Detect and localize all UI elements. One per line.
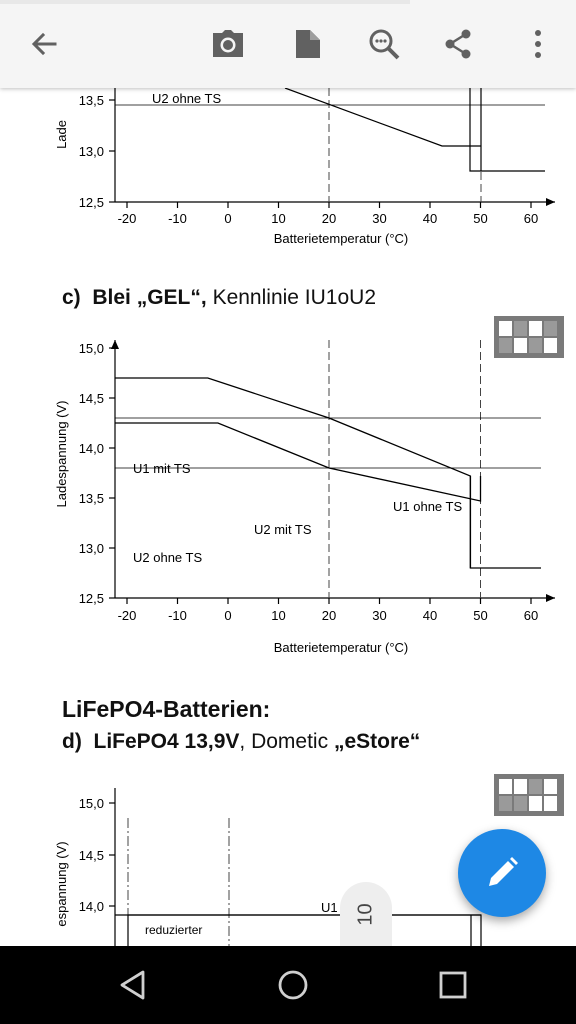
lifepo4-title: LiFePO4-Batterien: [62, 696, 271, 722]
x-tick-label: 20 [321, 608, 337, 623]
zoom-button[interactable] [360, 20, 408, 68]
more-options-button[interactable] [514, 20, 562, 68]
share-button[interactable] [434, 20, 482, 68]
x-tick-label: 50 [473, 211, 488, 226]
section-c-heading [62, 286, 376, 310]
graph-c-ylabel: Ladespannung (V) [54, 400, 69, 508]
section-d-subtitle: , Dometic [239, 730, 334, 753]
u2-ohne-label: U2 ohne TS [152, 91, 222, 106]
nav-recents-button[interactable] [431, 963, 475, 1007]
y-tick-label: 13,0 [78, 541, 104, 556]
section-d-heading [62, 730, 420, 754]
share-icon [442, 28, 474, 60]
y-tick-label: 14,5 [78, 391, 104, 406]
document-button[interactable] [284, 20, 332, 68]
nav-home-button[interactable] [271, 963, 315, 1007]
top-graph-ylabel: Lade [54, 120, 69, 149]
y-tick-label: 14,5 [78, 848, 104, 863]
x-tick-label: -10 [168, 211, 187, 226]
section-d-title: LiFePO4 13,9V [93, 730, 240, 753]
section-c-subtitle: Kennlinie IU1oU2 [212, 286, 376, 309]
graph-d-u1-label: U1 [321, 900, 338, 915]
graph-c [0, 340, 576, 670]
graph-c-xlabel: Batterietemperatur (°C) [273, 640, 409, 655]
graph-d-ylabel: espannung (V) [54, 841, 69, 927]
x-tick-label: -10 [168, 608, 187, 623]
y-tick-label: 15,0 [78, 341, 104, 356]
x-tick-label: 20 [321, 211, 337, 226]
recents-square-icon [438, 970, 468, 1000]
y-tick-label: 14,0 [78, 441, 104, 456]
document-icon [294, 28, 322, 60]
system-nav-bar [0, 946, 576, 1024]
label-u2-mit-ts: U2 mit TS [254, 522, 312, 537]
x-tick-label: 40 [422, 608, 438, 623]
x-tick-label: 0 [224, 608, 232, 623]
page-number: 10 [354, 902, 377, 926]
y-tick-label: 14,0 [78, 899, 104, 914]
x-tick-label: 60 [523, 211, 539, 226]
x-tick-label: 50 [473, 608, 488, 623]
edit-fab-button[interactable] [458, 829, 546, 917]
label-u2-ohne-ts: U2 ohne TS [133, 550, 203, 565]
y-tick-label: 13,0 [78, 144, 104, 159]
y-tick-label: 12,5 [78, 591, 104, 606]
y-tick-label: 13,5 [78, 491, 104, 506]
y-tick-label: 12,5 [78, 195, 104, 210]
section-d-prefix: d) [62, 730, 82, 753]
x-axis-arrow [546, 198, 555, 206]
nav-back-button[interactable] [111, 963, 155, 1007]
camera-button[interactable] [204, 20, 252, 68]
section-c-prefix: c) [62, 286, 81, 309]
zoom-icon [367, 27, 401, 61]
label-u1-mit-ts: U1 mit TS [133, 461, 191, 476]
app-bar [0, 0, 576, 88]
arrow-back-icon [28, 28, 60, 60]
graph-d-reduced-label: reduzierter [145, 923, 203, 937]
top-graph-xlabel: Batterietemperatur (°C) [273, 231, 409, 246]
x-tick-label: -20 [117, 608, 137, 623]
status-strip [0, 0, 410, 4]
back-triangle-icon [117, 969, 149, 1001]
x-tick-label: 0 [224, 211, 232, 226]
x-tick-label: -20 [117, 211, 137, 226]
x-tick-label: 10 [271, 211, 286, 226]
y-tick-label: 13,5 [78, 93, 104, 108]
label-u1-ohne-ts: U1 ohne TS [393, 499, 463, 514]
camera-icon [210, 28, 246, 60]
back-button[interactable] [20, 20, 68, 68]
section-c-title: Blei „GEL“, [92, 286, 207, 309]
x-tick-label: 30 [372, 608, 387, 623]
x-axis-arrow [546, 594, 555, 602]
top-graph [0, 88, 576, 258]
document-page[interactable] [0, 88, 576, 946]
y-tick-label: 15,0 [78, 796, 104, 811]
u-mit-ts-line [285, 88, 481, 146]
edit-pencil-icon [482, 853, 522, 893]
x-tick-label: 30 [372, 211, 387, 226]
more-vert-icon [533, 29, 543, 59]
page-indicator [340, 882, 392, 946]
x-tick-label: 60 [523, 608, 539, 623]
section-d-product: „eStore“ [333, 730, 421, 753]
x-tick-label: 40 [422, 211, 438, 226]
home-circle-icon [277, 969, 309, 1001]
x-tick-label: 10 [271, 608, 286, 623]
